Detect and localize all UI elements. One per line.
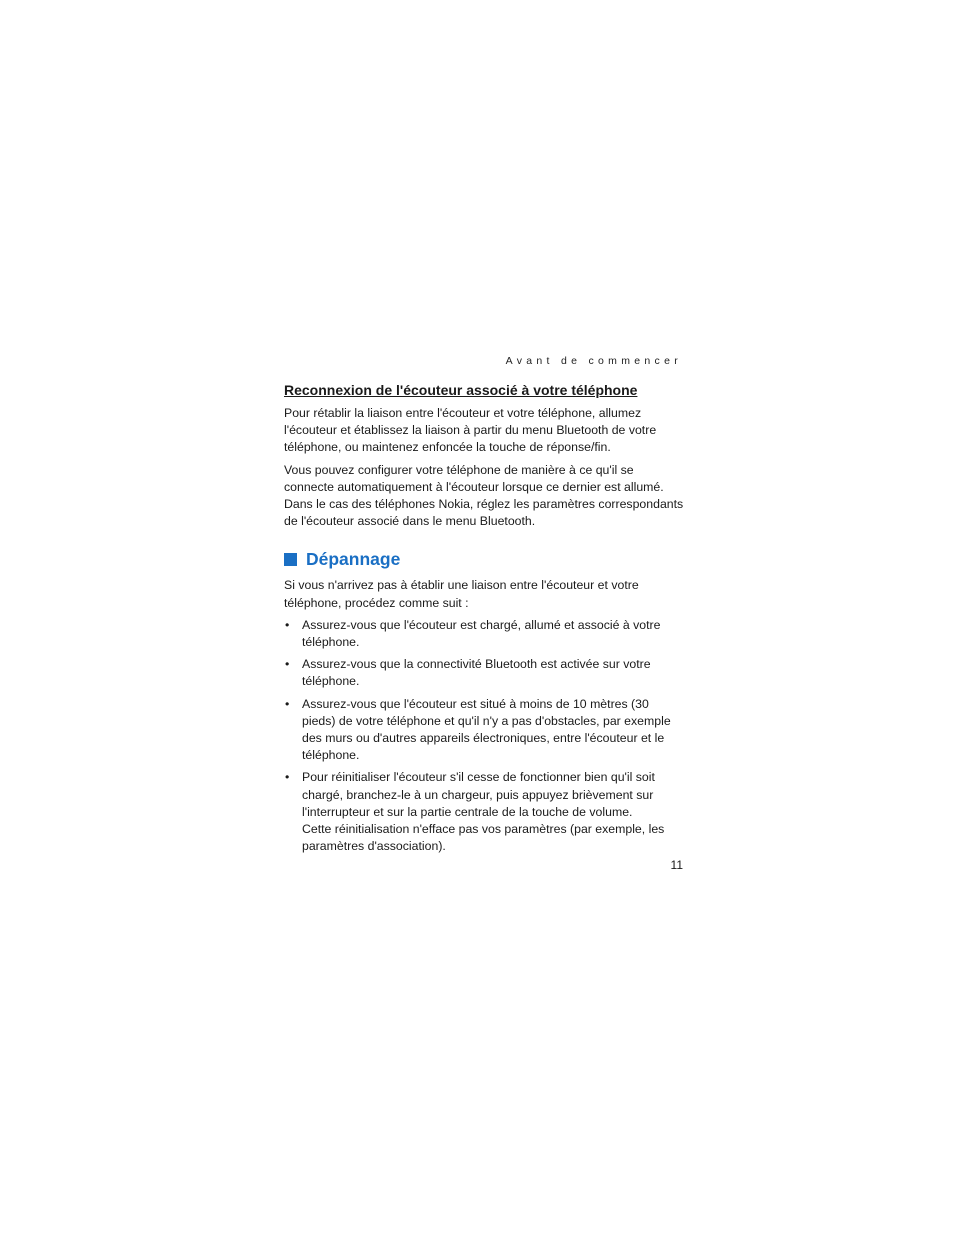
square-bullet-icon [284,553,297,566]
list-item-text: Assurez-vous que l'écouteur est situé à moins de 10 mètres (30 pieds) de votre téléphone et qu'il n'y a pas d'obstacles, par exemple des murs ou d'autres appareils électroniques, entre l'écouteur et le téléphone. [302,696,671,763]
troubleshooting-title-text: Dépannage [306,549,401,570]
list-item-text: Pour réinitialiser l'écouteur s'il cesse de fonctionner bien qu'il soit chargé, branchez-le à un chargeur, puis appuyez brièvement sur l'interrupteur et sur la partie centrale de la touche de volume. [302,770,655,819]
list-item [284,769,684,855]
running-header: Avant de commencer [505,355,682,367]
bullet-icon: • [285,617,290,632]
reconnect-paragraph-1: Pour rétablir la liaison entre l'écouteur et votre téléphone, allumez l'écouteur et établissez la liaison à partir du menu Bluetooth de votre téléphone, ou maintenez enfoncée la touche de réponse/fin. [284,406,657,455]
page-content [284,380,684,860]
reconnect-paragraph-2: Vous pouvez configurer votre téléphone de manière à ce qu'il se connecte automatiquement à l'écouteur lorsque ce dernier est allumé. Dans le cas des téléphones Nokia, réglez les paramètres correspondants de l'écouteur associé dans le menu Bluetooth. [284,462,684,529]
list-item [284,617,684,651]
troubleshooting-intro: Si vous n'arrivez pas à établir une liaison entre l'écouteur et votre téléphone, procédez comme suit : [284,578,639,610]
list-item-note: Cette réinitialisation n'efface pas vos paramètres (par exemple, les paramètres d'association). [302,822,665,854]
troubleshooting-list [284,617,684,856]
bullet-icon: • [285,770,290,785]
list-item [284,696,684,765]
bullet-icon: • [285,696,290,711]
list-item-text: Assurez-vous que l'écouteur est chargé, allumé et associé à votre téléphone. [302,617,661,650]
list-item [284,656,684,690]
list-item-text: Assurez-vous que la connectivité Bluetooth est activée sur votre téléphone. [302,657,651,689]
page-number: 11 [670,858,683,872]
bullet-icon: • [285,657,290,672]
reconnect-heading: Reconnexion de l'écouteur associé à votre téléphone [284,382,638,398]
troubleshooting-title [284,548,684,570]
